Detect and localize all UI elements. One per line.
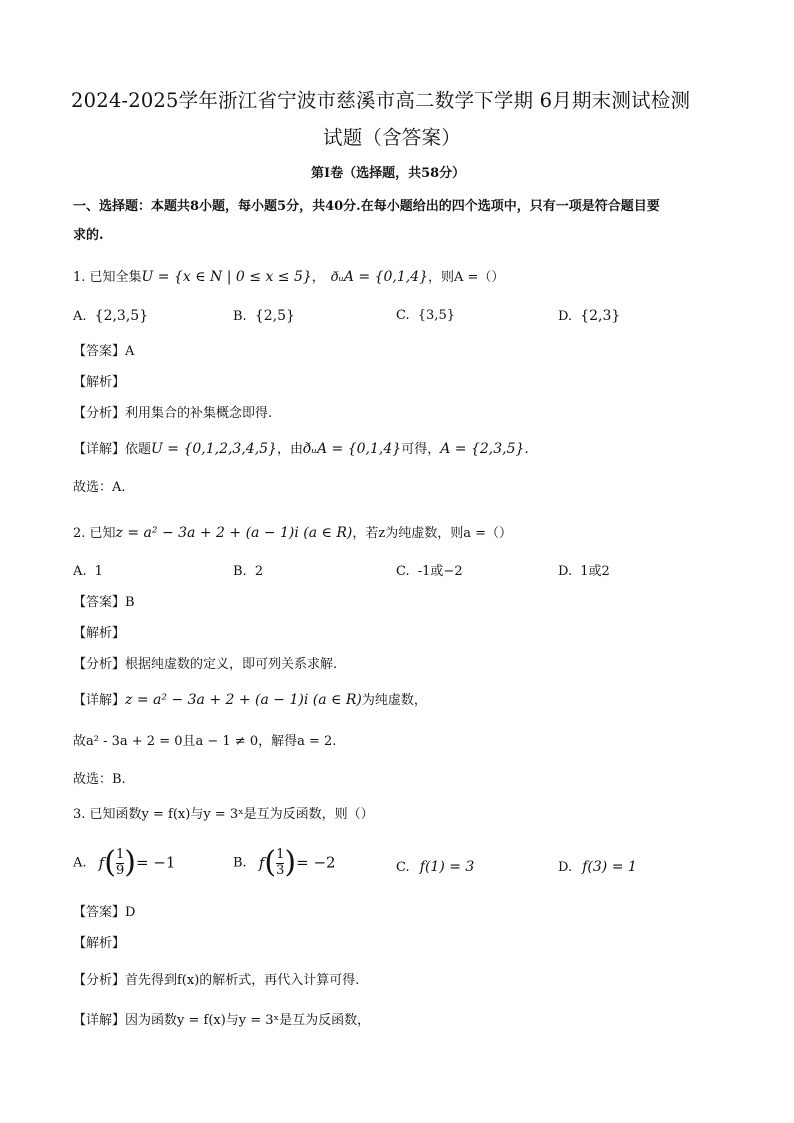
q2-option-d-text: 1或2 <box>580 564 610 579</box>
q3-option-a-denominator: 9 <box>115 862 125 878</box>
q3-option-c-text: f(1) = 3 <box>419 859 475 875</box>
q3-detail: 【详解】因为函数y = f(x)与y = 3ˣ是互为反函数， <box>73 1013 371 1028</box>
q2-option-b <box>233 565 263 578</box>
document-title-line2: 试题（含答案） <box>323 126 461 149</box>
q2-prefix: 2. 已知 <box>73 526 116 541</box>
q3-option-b <box>233 845 336 884</box>
q1-option-c-label: C. <box>396 308 410 323</box>
q2-answer: 【答案】B <box>73 595 135 610</box>
q2-option-b-label: B. <box>233 564 247 579</box>
q1-complement-symbol: ðᵤ <box>330 270 344 285</box>
q1-option-b-text: {2,5} <box>254 308 295 324</box>
q3-option-b-fn: f <box>258 853 265 872</box>
q2-option-a <box>73 565 103 578</box>
q2-detail-prefix: 【详解】 <box>73 693 126 708</box>
q1-detail-prefix: 【详解】依题 <box>73 442 152 457</box>
q2-option-a-label: A. <box>73 564 87 579</box>
q1-complement-expr: A = {0,1,4} <box>343 269 429 285</box>
q1-jiexi: 【解析】 <box>73 375 126 390</box>
q3-option-c-label: C. <box>396 860 410 875</box>
q3-option-a-label: A. <box>73 855 87 871</box>
q2-choice: 故选：B. <box>73 772 126 787</box>
q1-detail-mid2: 可得， <box>401 442 441 457</box>
q1-option-b-label: B. <box>233 309 247 324</box>
q2-option-c-text: -1或−2 <box>417 564 463 579</box>
q1-option-c-text: {3,5} <box>417 308 455 323</box>
q1-option-d-label: D. <box>558 309 573 324</box>
q2-stem <box>73 526 512 540</box>
q3-option-b-lparen: ( <box>264 845 277 880</box>
q3-option-a-fraction <box>116 848 124 878</box>
q2-stem-tail: ，若z为纯虚数，则a =（） <box>352 526 513 541</box>
q2-option-d-label: D. <box>558 564 573 579</box>
q2-jiexi: 【解析】 <box>73 626 126 641</box>
section-instruction-line2: 求的. <box>73 228 104 243</box>
q1-option-a <box>73 309 148 323</box>
q1-detail-A: A = {2,3,5}. <box>440 441 529 457</box>
q1-stem: 1. 已知全集U = {x ∈ N | 0 ≤ x ≤ 5}， ðᵤA = {0,1,4}，则A =（） <box>73 269 505 285</box>
q1-option-d-text: {2,3} <box>580 308 621 324</box>
q1-option-b <box>233 309 295 323</box>
q2-option-c <box>396 565 463 578</box>
q3-option-c <box>396 860 474 874</box>
q1-detail-U: U = {0,1,2,3,4,5} <box>151 441 277 457</box>
q2-z-expression: z = a² − 3a + 2 + (a − 1)i (a ∈ R) <box>115 525 353 541</box>
document-title-line1: 2024-2025学年浙江省宁波市慈溪市高二数学下学期 6月期末测试检测 <box>71 89 691 112</box>
q2-detail-tail: 为纯虚数， <box>361 693 427 708</box>
q3-option-a-fn: f <box>98 853 105 872</box>
q2-option-c-label: C. <box>396 564 410 579</box>
q3-option-d <box>558 860 637 874</box>
q3-answer: 【答案】D <box>73 905 136 920</box>
q3-option-d-label: D. <box>558 860 573 875</box>
q3-option-a-rparen: ) <box>124 845 136 880</box>
q1-tail: ，则A =（） <box>428 270 505 285</box>
q1-detail-complement: ðᵤA = {0,1,4} <box>302 441 402 457</box>
q2-fenxi: 【分析】根据纯虚数的定义，即可列关系求解. <box>73 657 338 672</box>
q1-detail-mid: ，由 <box>276 442 303 457</box>
q2-option-a-text: 1 <box>94 564 103 579</box>
q3-stem: 3. 已知函数y = f(x)与y = 3ˣ是互为反函数，则（） <box>73 807 374 822</box>
q1-prefix: 1. 已知全集 <box>73 270 142 285</box>
q3-option-b-rparen: ) <box>284 845 297 880</box>
q1-option-d <box>558 309 620 323</box>
q1-option-c <box>396 309 455 322</box>
q3-option-a-rhs: = −1 <box>135 853 176 872</box>
q1-detail <box>73 442 529 456</box>
q3-option-a-lparen: ( <box>104 845 116 880</box>
q1-option-a-text: {2,3,5} <box>94 308 149 324</box>
q2-solution-line: 故a² - 3a + 2 = 0且a − 1 ≠ 0，解得a = 2. <box>73 734 337 749</box>
q3-option-d-text: f(3) = 1 <box>582 859 637 875</box>
q2-detail <box>73 693 427 707</box>
q2-option-b-text: 2 <box>254 564 264 579</box>
q1-universal-set: U = {x ∈ N | 0 ≤ x ≤ 5} <box>141 269 312 285</box>
section-instruction-line1: 一、选择题：本题共8小题，每小题5分，共40分.在每小题给出的四个选项中，只有一项是符合题目要 <box>73 199 660 214</box>
q3-option-b-label: B. <box>233 855 247 871</box>
q1-fenxi: 【分析】利用集合的补集概念即得. <box>73 406 273 421</box>
q2-option-d <box>558 565 610 578</box>
q2-detail-expression: z = a² − 3a + 2 + (a − 1)i (a ∈ R) <box>125 692 362 708</box>
section-heading: 第Ⅰ卷（选择题，共58分） <box>311 166 466 181</box>
q1-option-a-label: A. <box>73 309 87 324</box>
q3-option-a <box>73 845 176 884</box>
q1-choice: 故选：A. <box>73 480 126 495</box>
q3-jiexi: 【解析】 <box>73 936 126 951</box>
q3-option-a-numerator: 1 <box>115 847 125 863</box>
q3-option-b-rhs: = −2 <box>296 853 336 872</box>
q3-fenxi: 【分析】首先得到f(x)的解析式，再代入计算可得. <box>73 973 360 988</box>
q3-option-b-numerator: 1 <box>276 847 285 863</box>
q1-answer: 【答案】A <box>73 344 135 359</box>
q3-option-b-denominator: 3 <box>276 862 285 878</box>
